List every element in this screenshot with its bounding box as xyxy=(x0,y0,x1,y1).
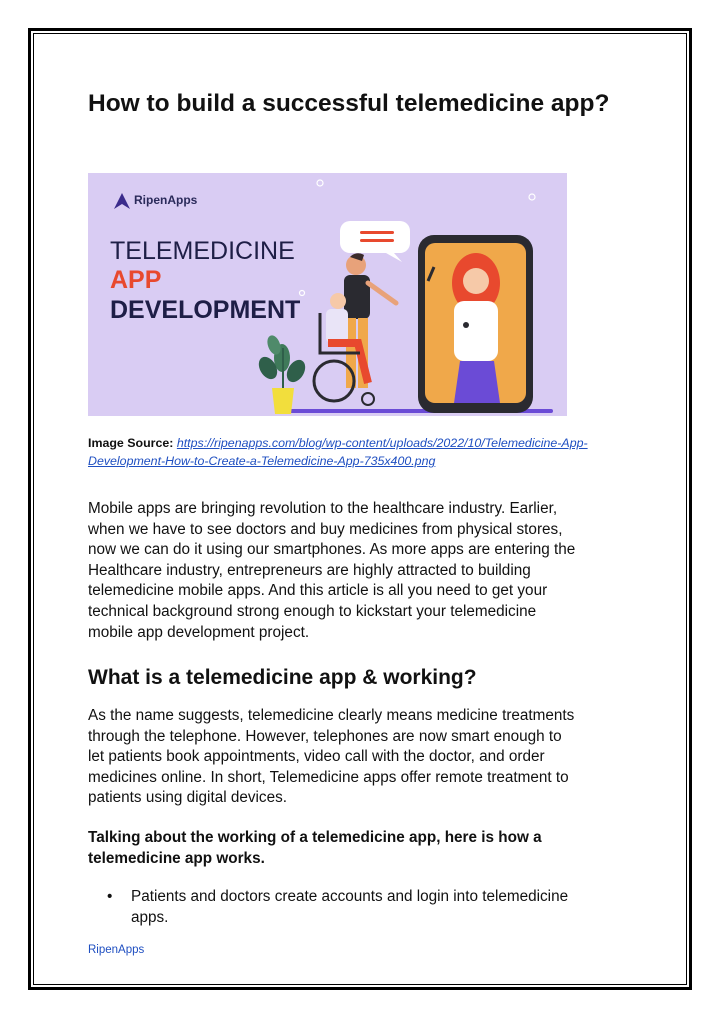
intro-line: Mobile apps are bringing revolution to the healthcare industry. Earlier, xyxy=(88,500,558,517)
bullet-line: apps. xyxy=(131,908,169,926)
intro-line: when we have to see doctors and buy medicines from physical stores, xyxy=(88,520,563,538)
definition-line: patients using digital devices. xyxy=(88,789,287,807)
hero-brand-text: RipenApps xyxy=(134,193,198,207)
definition-line: medicines online. In short, Telemedicine apps offer remote treatment to xyxy=(88,768,569,786)
working-intro-line: telemedicine app works. xyxy=(88,849,265,867)
image-source xyxy=(88,434,633,470)
intro-line: telemedicine mobile apps. And this article is all you need to get your xyxy=(88,582,548,600)
smartphone-illustration xyxy=(418,235,533,413)
bullet-text xyxy=(131,887,621,928)
working-intro-line: Talking about the working of a telemedicine app, here is how a xyxy=(88,829,542,846)
hero-line-2: APP xyxy=(110,266,162,294)
definition-line: through the telephone. However, telephones are now smart enough to xyxy=(88,727,562,745)
hero-line-3: DEVELOPMENT xyxy=(110,296,301,324)
bullet-line: Patients and doctors create accounts and login into telemedicine xyxy=(131,888,569,905)
bullet-icon: • xyxy=(107,888,113,905)
definition-line: As the name suggests, telemedicine clearly means medicine treatments xyxy=(88,707,575,724)
definition-paragraph xyxy=(88,706,633,809)
definition-line: let patients book appointments, video call with the doctor, and order xyxy=(88,748,545,766)
intro-paragraph xyxy=(88,499,633,643)
working-intro-paragraph xyxy=(88,828,633,869)
section-heading: What is a telemedicine app & working? xyxy=(88,666,477,689)
hero-image xyxy=(88,173,567,416)
intro-line: technical background strong enough to kickstart your telemedicine xyxy=(88,602,537,620)
image-source-label: Image Source: xyxy=(88,436,174,450)
document-title: How to build a successful telemedicine app? xyxy=(88,90,610,117)
intro-line: Healthcare industry, entrepreneurs are highly attracted to building xyxy=(88,561,531,579)
image-source-link[interactable]: https://ripenapps.com/blog/wp-content/uploads/2022/10/Telemedicine-App-Development-How-to-Create-a-Telemedicine-App-735x400.png xyxy=(88,436,588,468)
intro-line: mobile app development project. xyxy=(88,623,310,641)
hero-line-1: TELEMEDICINE xyxy=(110,237,295,265)
footer-brand: RipenApps xyxy=(88,944,145,956)
intro-line: now we can do it using our smartphones. As more apps are entering the xyxy=(88,541,576,559)
